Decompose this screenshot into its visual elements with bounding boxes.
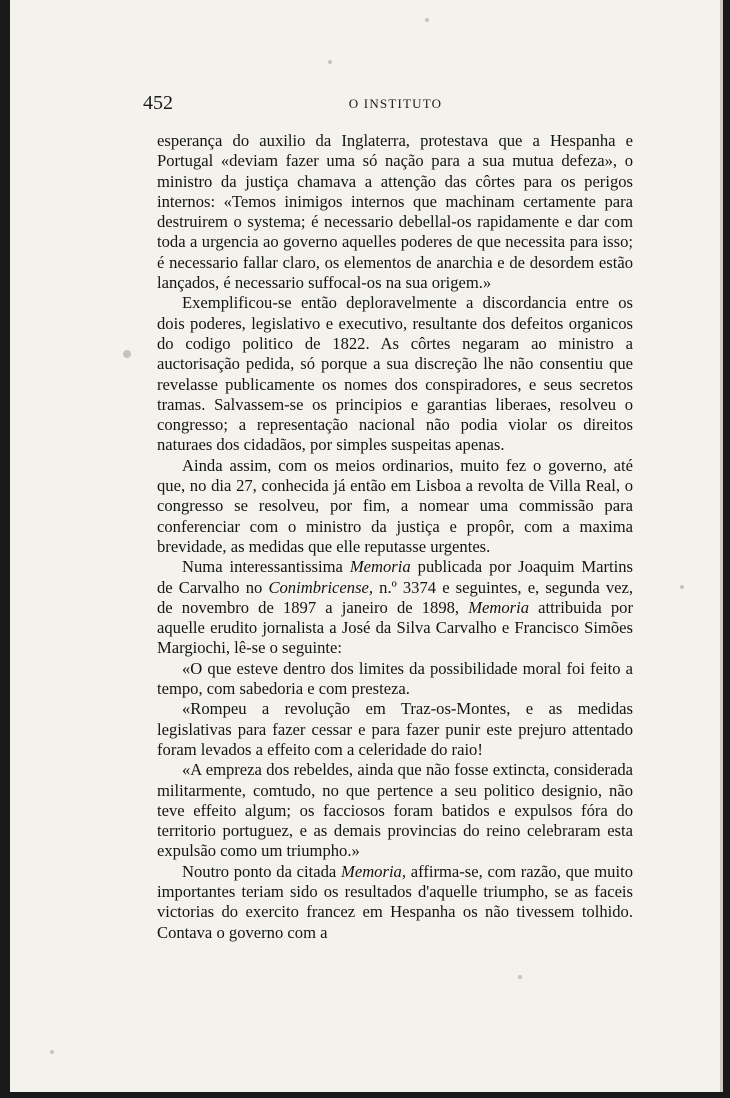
continued-paragraph: esperança do auxilio da Inglaterra, protestava que a Hespanha e Portugal «deviam fazer uma só nação para a sua mutua defeza», o ministro da justiça chamava a attenção das côrtes para os perigos internos: «Temos inimigos internos que machinam certamente para destruirem o systema; é necessario debellal-os rapidamente e dar com toda a urgencia ao governo aquelles poderes de que necessita para isso; é necessario fallar claro, os elementos de anarchia e de desordem estão lançados, é necessario suffocal-os na sua origem.»	[157, 131, 633, 293]
running-title: O INSTITUTO	[348, 96, 443, 111]
text-run: publicada por Joaquim Martins de Carvalho no	[157, 557, 633, 597]
paragraph	[157, 862, 633, 943]
text-run: affirma-se, com razão, que muito importantes teriam sido os resultados d'aquelle triumpho, se as faceis victorias do exercito francez em Hespanha os não tivessem tolhido. Contava o governo com a	[157, 861, 633, 942]
paragraph: «O que esteve dentro dos limites da possibilidade moral foi feito a tempo, com sabedoria e com presteza.	[157, 658, 633, 699]
text-run: n.º 3374 e seguintes, e, segunda vez, de novembro de 1897 a janeiro de 1898,	[157, 577, 633, 617]
paper-speck	[50, 1050, 54, 1054]
italic-title: Memoria,	[341, 861, 406, 881]
book-page	[10, 0, 723, 1092]
paper-speck	[123, 350, 131, 358]
paper-speck	[328, 60, 332, 64]
text-run: Numa interessantissima	[182, 557, 350, 577]
paragraph: Exemplificou-se então deploravelmente a discordancia entre os dois poderes, legislativo e executivo, resultante dos defeitos organicos do codigo politico de 1822. As côrtes negaram ao ministro a auctorisação pedida, só porque a sua discreção lhe não consentiu que revelasse publicamente os nomes dos conspiradores, e seus secretos tramas. Salvassem-se os principios e garantias liberaes, resolveu o congresso; a representação nacional não podia violar os direitos naturaes dos cidadãos, por simples suspeitas apenas.	[157, 293, 633, 455]
paragraph: «Rompeu a revolução em Traz-os-Montes, e as medidas legislativas para fazer cessar e para fazer punir este prejuro attentado foram levados a effeito com a celeridade do raio!	[157, 699, 633, 759]
body-text	[157, 131, 633, 943]
paragraph	[157, 557, 633, 658]
text-run: attribuida por aquelle erudito jornalista a José da Silva Carvalho e Francisco Simões Margiochi, lê-se o seguinte:	[157, 597, 633, 658]
italic-title: Conimbricense,	[268, 577, 374, 597]
italic-title: Memoria	[468, 597, 530, 617]
paragraph: «A empreza dos rebeldes, ainda que não fosse extincta, considerada militarmente, comtudo, no que pertence a seu politico designio, não teve effeito algum; os facciosos foram batidos e expulsos fóra do territorio portuguez, e as demais provincias do reino celebraram esta expulsão como um triumpho.»	[157, 760, 633, 861]
paragraph: Ainda assim, com os meios ordinarios, muito fez o governo, até que, no dia 27, conhecida já então em Lisboa a revolta de Villa Real, o congresso se resolveu, por fim, a nomear uma commissão para conferenciar com o ministro da justiça e propôr, com a maxima brevidade, as medidas que elle reputasse urgentes.	[157, 455, 633, 556]
page-number: 452	[143, 92, 173, 114]
paper-speck	[680, 585, 684, 589]
paper-speck	[518, 975, 522, 979]
paper-speck	[425, 18, 429, 22]
text-run: Noutro ponto da citada	[182, 861, 342, 881]
page-header	[143, 92, 648, 114]
italic-title: Memoria	[349, 557, 411, 577]
